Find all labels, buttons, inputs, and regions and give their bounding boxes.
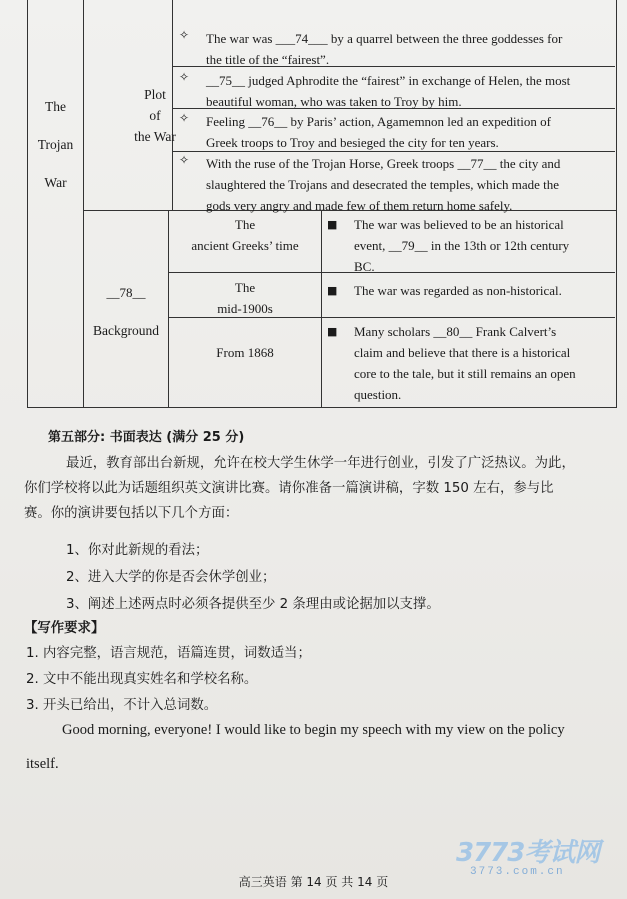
desc-line: question.: [354, 387, 402, 402]
section5-intro: [24, 451, 619, 526]
diamond-bullet-icon: ✧: [179, 28, 190, 42]
plot-item-line: gods very angry and made few of them return home safely.: [206, 198, 513, 213]
row-title-line: Trojan: [37, 137, 74, 152]
plot-label-line: of: [149, 108, 161, 123]
diamond-bullet-icon: ✧: [179, 111, 190, 125]
time-mid-1900s: [169, 277, 321, 319]
page-footer: 高三英语 第 14 页 共 14 页: [238, 875, 389, 889]
square-bullet-icon: ■: [327, 325, 338, 338]
row-title-line: War: [44, 175, 67, 190]
plot-label-line: the War: [134, 129, 176, 144]
intro-line: 赛。你的演讲要包括以下几个方面：: [24, 506, 239, 521]
desc-line: The war was believed to be an historical: [354, 217, 564, 232]
diamond-bullet-icon: ✧: [179, 153, 190, 167]
background-desc-79: [354, 214, 606, 277]
desc-line: claim and believe that there is a historical: [354, 345, 571, 360]
desc-line: BC.: [354, 259, 375, 274]
opening-sentence: Good morning, everyone! I would like to begin my speech with my view on the policy: [62, 722, 565, 738]
background-desc-80: [354, 321, 608, 405]
plot-item-line: slaughtered the Trojans and desecrated the temples, which made the: [206, 177, 560, 192]
desc-line: core to the tale, but it still remains an open: [354, 366, 576, 381]
plot-item-line: the title of the “fairest”.: [206, 52, 330, 67]
point-item: 1、你对此新规的看法；: [66, 543, 209, 558]
requirement-item: 3. 开头已给出，不计入总词数。: [26, 698, 218, 713]
square-bullet-icon: ■: [327, 218, 338, 231]
blank-78: __78__: [106, 285, 146, 300]
time-from-1868: [169, 342, 321, 363]
plot-item-line: The war was ___74___ by a quarrel between the three goddesses for: [206, 31, 563, 46]
time-line: From 1868: [216, 345, 274, 360]
section5-points: [66, 537, 606, 618]
watermark-url: 3773.com.cn: [470, 866, 565, 878]
plot-item-line: Greek troops to Troy and besieged the city for ten years.: [206, 135, 499, 150]
watermark-logo: 3773考试网: [456, 838, 600, 868]
desc-line: event, __79__ in the 13th or 12th century: [354, 238, 570, 253]
row-title-line: The: [45, 99, 66, 114]
writing-requirements-title: 【写作要求】: [24, 621, 105, 636]
square-bullet-icon: ■: [327, 284, 338, 297]
intro-line: 最近，教育部出台新规，允许在校大学生休学一年进行创业，引发了广泛热议。为此，: [66, 456, 575, 471]
requirement-item: 2. 文中不能出现真实姓名和学校名称。: [26, 672, 258, 687]
background-label: Background: [93, 323, 159, 338]
opening-sentence-cont: itself.: [26, 756, 59, 772]
writing-requirements: [26, 641, 616, 719]
plot-item-76: [206, 111, 611, 153]
time-line: The: [234, 217, 256, 232]
diamond-bullet-icon: ✧: [179, 70, 190, 84]
section5-title: 第五部分: 书面表达 (满分 25 分): [48, 430, 245, 445]
plot-item-line: __75__ judged Aphrodite the “fairest” in exchange of Helen, the most: [206, 73, 571, 88]
plot-of-war-label: [106, 84, 204, 147]
plot-item-75: [206, 70, 611, 112]
plot-item-line: beautiful woman, who was taken to Troy by him.: [206, 94, 462, 109]
plot-item-line: Feeling __76__ by Paris’ action, Agamemnon led an expedition of: [206, 114, 551, 129]
point-item: 3、阐述上述两点时必须各提供至少 2 条理由或论据加以支撑。: [66, 597, 440, 612]
time-line: mid-1900s: [217, 301, 273, 316]
background-desc-nonhistorical: [354, 280, 606, 301]
time-line: The: [234, 280, 256, 295]
point-item: 2、进入大学的你是否会休学创业；: [66, 570, 276, 585]
desc-line: Many scholars __80__ Frank Calvert’s: [354, 324, 557, 339]
row-title-trojan-war: [28, 88, 83, 202]
time-line: ancient Greeks’ time: [191, 238, 299, 253]
desc-line: The war was regarded as non-historical.: [354, 283, 562, 298]
plot-item-77: [206, 153, 611, 216]
intro-line: 你们学校将以此为话题组织英文演讲比赛。请你准备一篇演讲稿，字数 150 左右，参与比: [24, 481, 554, 496]
trojan-war-table: [27, 0, 617, 408]
time-ancient-greeks: [169, 214, 321, 256]
requirement-item: 1. 内容完整，语言规范，语篇连贯，词数适当；: [26, 646, 311, 661]
plot-item-line: With the ruse of the Trojan Horse, Greek troops __77__ the city and: [206, 156, 561, 171]
plot-item-74: [206, 28, 606, 70]
plot-label-line: Plot: [144, 87, 166, 102]
